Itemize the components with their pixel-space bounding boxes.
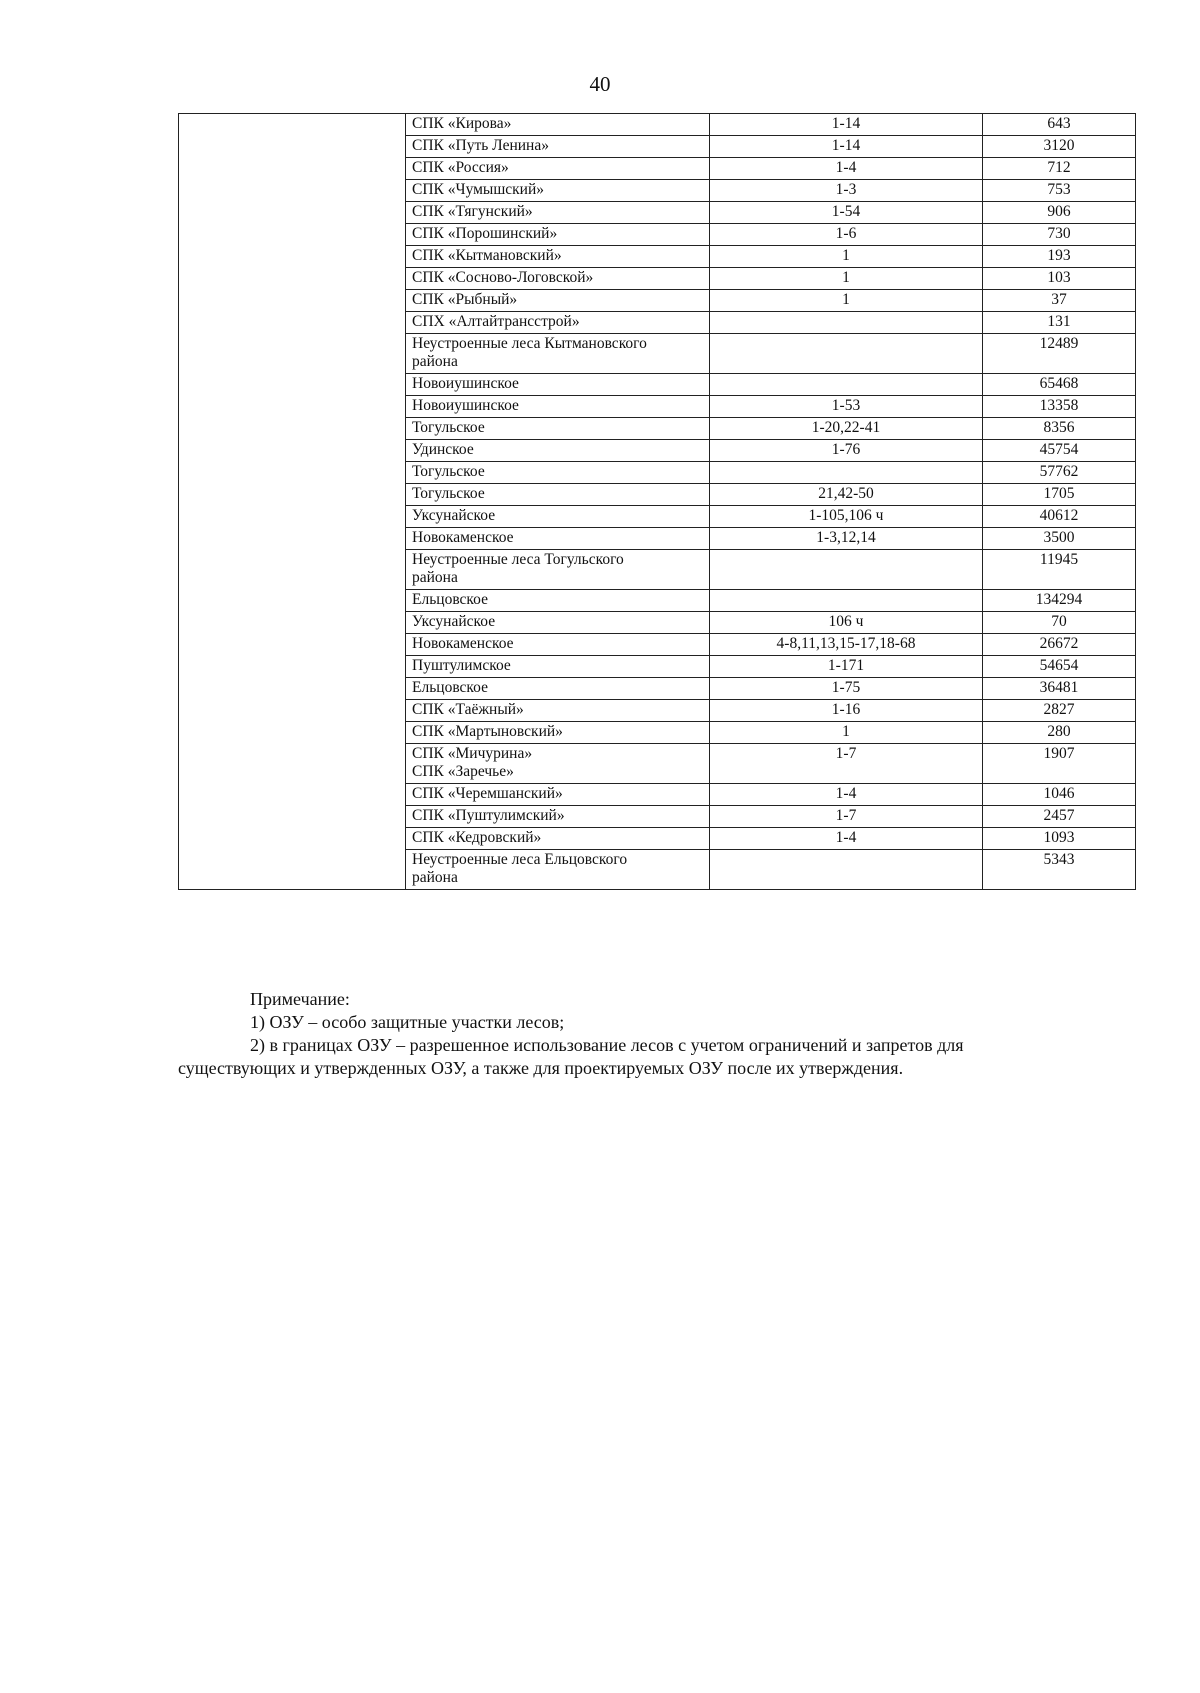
cell-quarters [710,334,983,374]
cell-quarters: 1-14 [710,114,983,136]
cell-area: 730 [983,224,1136,246]
cell-name [406,850,710,890]
cell-quarters: 1-54 [710,202,983,224]
cell-area: 753 [983,180,1136,202]
cell-area: 1907 [983,744,1136,784]
cell-area: 2457 [983,806,1136,828]
cell-name [406,656,710,678]
cell-name-line: района [412,353,458,370]
cell-area: 70 [983,612,1136,634]
cell-name [406,114,710,136]
cell-name-line: Уксунайское [412,613,496,630]
cell-quarters: 1-4 [710,784,983,806]
cell-quarters: 21,42-50 [710,484,983,506]
cell-name [406,334,710,374]
note-section [178,988,1135,1080]
cell-name [406,290,710,312]
cell-name [406,440,710,462]
table-body [179,114,1136,890]
cell-name-line: Неустроенные леса Тогульского [412,551,624,568]
cell-name-line: СПК «Пуштулимский» [412,807,565,824]
cell-name-line: Ельцовское [412,591,488,608]
cell-name [406,462,710,484]
cell-area: 57762 [983,462,1136,484]
cell-name-line: СПХ «Алтайтрансстрой» [412,313,580,330]
cell-quarters: 1-75 [710,678,983,700]
cell-quarters [710,374,983,396]
cell-name-line: Новокаменское [412,529,514,546]
cell-name-line: Тогульское [412,485,485,502]
cell-area: 103 [983,268,1136,290]
cell-name-line: СПК «Тягунский» [412,203,533,220]
cell-name-line: СПК «Таёжный» [412,701,524,718]
cell-name-line: Удинское [412,441,474,458]
cell-quarters: 4-8,11,13,15-17,18-68 [710,634,983,656]
cell-area: 65468 [983,374,1136,396]
forest-table [178,113,1136,890]
cell-name-line: Новоиушинское [412,397,519,414]
cell-name-line: Неустроенные леса Кытмановского [412,335,647,352]
cell-name [406,268,710,290]
cell-name-line: СПК «Мичурина» [412,745,533,762]
cell-name-line: Неустроенные леса Ельцовского [412,851,628,868]
cell-name-line: СПК «Кытмановский» [412,247,562,264]
cell-area: 13358 [983,396,1136,418]
cell-quarters: 1-4 [710,828,983,850]
cell-area: 1046 [983,784,1136,806]
cell-quarters: 1-20,22-41 [710,418,983,440]
cell-name-line: района [412,869,458,886]
cell-name-line: Ельцовское [412,679,488,696]
cell-quarters [710,850,983,890]
cell-quarters: 1-16 [710,700,983,722]
cell-name [406,550,710,590]
cell-name-line: СПК «Мартыновский» [412,723,563,740]
cell-quarters: 1-14 [710,136,983,158]
cell-quarters: 1-3,12,14 [710,528,983,550]
cell-name [406,612,710,634]
cell-area: 36481 [983,678,1136,700]
cell-area: 8356 [983,418,1136,440]
table-row [179,114,1136,136]
cell-area: 5343 [983,850,1136,890]
cell-quarters [710,312,983,334]
cell-name-line: СПК «Кедровский» [412,829,542,846]
cell-quarters: 1-76 [710,440,983,462]
cell-area: 193 [983,246,1136,268]
cell-name-line: СПК «Чумышский» [412,181,545,198]
cell-area: 37 [983,290,1136,312]
cell-quarters: 1-7 [710,806,983,828]
cell-name-line: Тогульское [412,419,485,436]
cell-area: 134294 [983,590,1136,612]
cell-name-line: СПК «Сосново-Логовской» [412,269,594,286]
cell-name [406,484,710,506]
cell-name-line: СПК «Россия» [412,159,509,176]
cell-quarters: 1-171 [710,656,983,678]
cell-name [406,202,710,224]
cell-quarters [710,462,983,484]
cell-name [406,374,710,396]
cell-name-line: Уксунайское [412,507,496,524]
note-item-1: 1) ОЗУ – особо защитные участки лесов; [250,1012,565,1032]
cell-area: 11945 [983,550,1136,590]
cell-quarters: 1 [710,290,983,312]
cell-name-line: Тогульское [412,463,485,480]
cell-quarters: 1 [710,246,983,268]
cell-area: 45754 [983,440,1136,462]
cell-name-line: Пуштулимское [412,657,511,674]
cell-quarters: 1-6 [710,224,983,246]
cell-area: 1705 [983,484,1136,506]
cell-area: 40612 [983,506,1136,528]
cell-quarters: 1 [710,268,983,290]
cell-name-line: Новоиушинское [412,375,519,392]
note-item-2-line-2: существующих и утвержденных ОЗУ, а также для проектируемых ОЗУ после их утверждения. [178,1058,904,1078]
cell-area: 3120 [983,136,1136,158]
cell-name-line: СПК «Кирова» [412,115,512,132]
cell-quarters [710,550,983,590]
cell-area: 3500 [983,528,1136,550]
cell-quarters: 1-3 [710,180,983,202]
cell-quarters: 1-7 [710,744,983,784]
cell-area: 26672 [983,634,1136,656]
cell-name [406,246,710,268]
cell-name-line: СПК «Путь Ленина» [412,137,549,154]
cell-area: 906 [983,202,1136,224]
cell-area: 1093 [983,828,1136,850]
cell-name [406,828,710,850]
cell-quarters: 1-105,106 ч [710,506,983,528]
cell-quarters: 1 [710,722,983,744]
cell-name [406,418,710,440]
cell-area: 280 [983,722,1136,744]
cell-name [406,180,710,202]
cell-name [406,806,710,828]
cell-name [406,396,710,418]
cell-name [406,700,710,722]
cell-name [406,224,710,246]
cell-name [406,784,710,806]
cell-quarters: 1-4 [710,158,983,180]
cell-name [406,634,710,656]
cell-area: 2827 [983,700,1136,722]
cell-name [406,506,710,528]
cell-name [406,678,710,700]
cell-area: 54654 [983,656,1136,678]
blank-merged-cell [179,114,406,890]
cell-name [406,722,710,744]
cell-name-line: Новокаменское [412,635,514,652]
cell-name-line: района [412,569,458,586]
cell-name [406,312,710,334]
cell-quarters [710,590,983,612]
cell-name [406,528,710,550]
note-title: Примечание: [250,989,350,1009]
cell-name [406,158,710,180]
cell-area: 12489 [983,334,1136,374]
cell-area: 712 [983,158,1136,180]
cell-name-line: СПК «Порошинский» [412,225,558,242]
cell-area: 643 [983,114,1136,136]
cell-name-line: СПК «Заречье» [412,763,514,780]
page-number: 40 [589,72,611,96]
cell-name [406,590,710,612]
cell-quarters: 106 ч [710,612,983,634]
note-item-2-line-1: 2) в границах ОЗУ – разрешенное использование лесов с учетом ограничений и запретов для [250,1035,964,1055]
cell-name [406,136,710,158]
cell-area: 131 [983,312,1136,334]
cell-name-line: СПК «Рыбный» [412,291,518,308]
cell-name [406,744,710,784]
cell-quarters: 1-53 [710,396,983,418]
cell-name-line: СПК «Черемшанский» [412,785,563,802]
